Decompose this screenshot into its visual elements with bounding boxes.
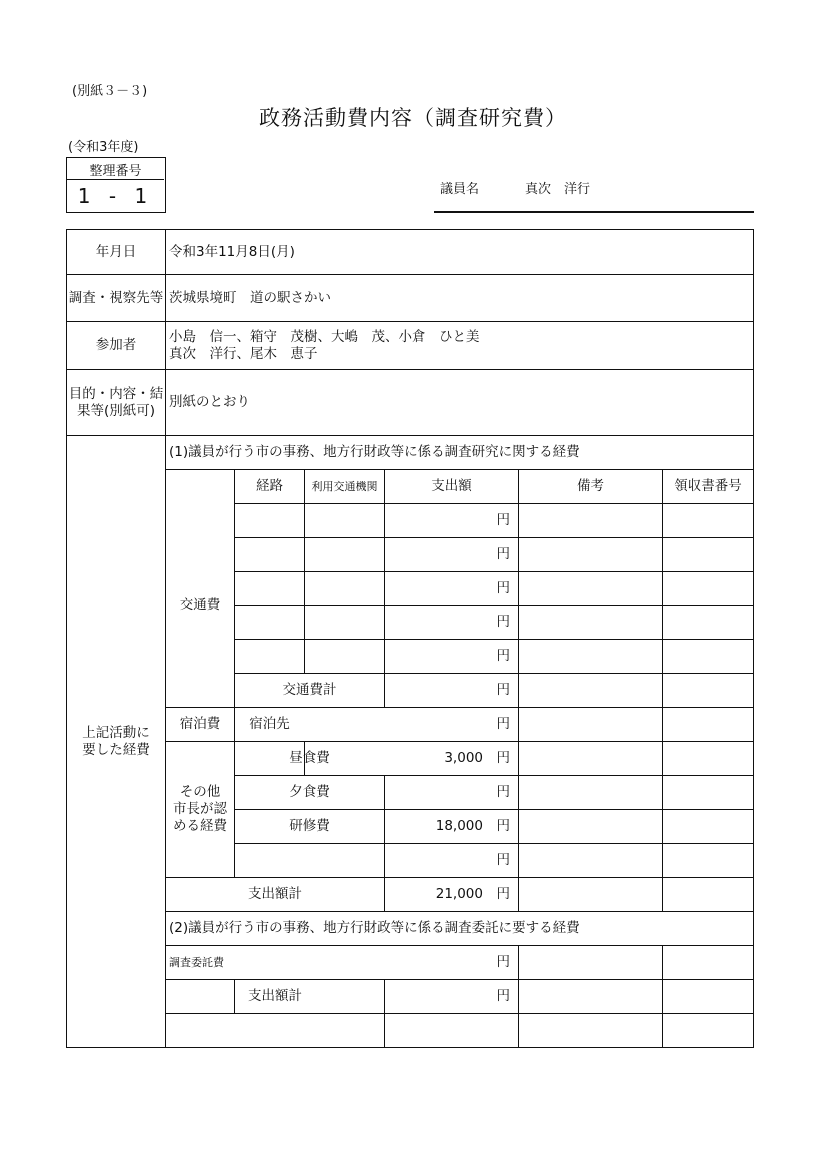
reference-number-label: 整理番号	[89, 164, 142, 179]
member-name: 真次 洋行	[525, 182, 591, 197]
destination-value: 茨城県境町 道の駅さかい	[169, 289, 331, 306]
expenses-group-label-line-2: 要した経費	[82, 741, 150, 758]
transport-row-amount: 円	[496, 648, 510, 664]
other-item-label: 研修費	[289, 818, 330, 834]
subtotal2-label: 支出額計	[248, 988, 302, 1004]
date-label: 年月日	[95, 243, 137, 260]
other-item-amount: 3,000 円	[444, 750, 510, 766]
col-amount: 支出額	[431, 478, 472, 494]
lodging-place-label: 宿泊先	[249, 716, 290, 732]
subtotal1-label: 支出額計	[248, 886, 302, 902]
col-transport: 利用交通機関	[311, 480, 378, 493]
lodging-amount: 円	[496, 716, 510, 732]
section1-title: (1)議員が行う市の事務、地方行財政等に係る調査研究に関する経費	[169, 444, 580, 460]
other-item-label	[235, 844, 384, 877]
participants-label: 参加者	[95, 337, 137, 353]
subtotal1-amount: 21,000 円	[435, 886, 510, 902]
transport-row-amount: 円	[496, 546, 510, 562]
purpose-value: 別紙のとおり	[169, 394, 250, 410]
col-receipt: 領収書番号	[674, 478, 742, 494]
lodging-label: 宿泊費	[179, 716, 221, 732]
other-expenses-label-line-1: その他	[179, 784, 221, 800]
other-item-label: 夕食費	[289, 784, 330, 800]
attachment-label: (別紙３－３)	[72, 84, 148, 99]
transport-row-amount: 円	[496, 580, 510, 596]
subtotal2-amount: 円	[496, 988, 510, 1004]
participants-line-1: 小島 信一、箱守 茂樹、大嶋 茂、小倉 ひと美	[169, 328, 480, 345]
transport-row-amount: 円	[496, 512, 510, 528]
other-expenses-label-line-3: める経費	[173, 818, 227, 834]
section2-title: (2)議員が行う市の事務、地方行財政等に係る調査委託に要する経費	[169, 920, 580, 936]
col-remarks: 備考	[577, 478, 604, 494]
transport-label: 交通費	[179, 597, 221, 613]
transport-row-amount: 円	[496, 682, 510, 698]
purpose-label	[67, 370, 165, 435]
date-value: 令和3年11月8日(月)	[169, 243, 295, 260]
transport-total-label: 交通費計	[282, 682, 337, 698]
participants-line-2: 真次 洋行、尾木 恵子	[169, 345, 318, 362]
reference-number-box	[66, 157, 166, 213]
purpose-label-line-1: 目的・内容・結	[68, 385, 164, 402]
reference-number-value: 1 - 1	[77, 184, 154, 208]
commission-label: 調査委託費	[169, 956, 224, 969]
col-route: 経路	[256, 478, 283, 494]
member-label: 議員名	[440, 182, 480, 197]
destination-label: 調査・視察先等	[68, 289, 164, 306]
transport-row-amount: 円	[496, 614, 510, 630]
participants-value	[166, 322, 752, 369]
fiscal-year: (令和3年度)	[68, 140, 139, 155]
other-item-amount: 18,000 円	[435, 818, 510, 834]
commission-amount: 円	[496, 954, 510, 970]
purpose-label-line-2: 果等(別紙可)	[76, 402, 156, 419]
other-item-label: 昼食費	[289, 750, 330, 766]
expenses-group-label-line-1: 上記活動に	[82, 724, 150, 741]
other-item-amount: 円	[496, 852, 510, 868]
other-expenses-label-line-2: 市長が認	[173, 801, 227, 817]
other-expenses-label	[166, 742, 234, 877]
member-underline	[434, 211, 754, 213]
form-title: 政務活動費内容（調査研究費）	[259, 106, 567, 130]
expense-report-table	[66, 229, 754, 1048]
other-item-amount: 円	[496, 784, 510, 800]
expenses-group-label	[67, 436, 165, 1047]
